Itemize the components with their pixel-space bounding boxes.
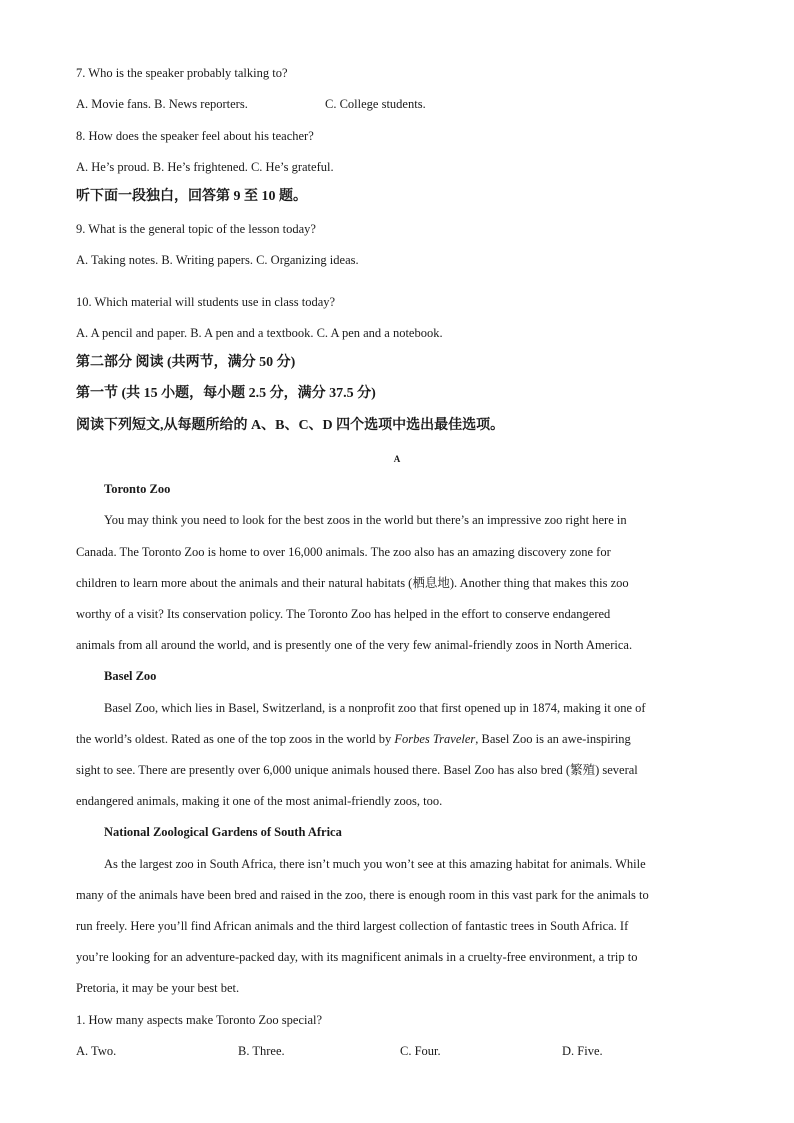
south-africa-line: As the largest zoo in South Africa, there isn’t much you won’t see at this amazing habitat for animals. While bbox=[104, 857, 646, 871]
toronto-line: children to learn more about the animals and their natural habitats (栖息地). Another thing that makes this zoo bbox=[76, 576, 629, 590]
basel-line: sight to see. There are presently over 6,000 unique animals housed there. Basel Zoo has also bred (繁殖) several bbox=[76, 763, 638, 777]
basel-line: Basel Zoo, which lies in Basel, Switzerland, is a nonprofit zoo that first opened up in 1874, making it one of bbox=[104, 701, 646, 715]
part-two-title: 第二部分 阅读 (共两节，满分 50 分) bbox=[76, 355, 296, 370]
basel-line: endangered animals, making it one of the most animal-friendly zoos, too. bbox=[76, 794, 443, 808]
toronto-line: worthy of a visit? Its conservation policy. The Toronto Zoo has helped in the effort to conserve endangered bbox=[76, 607, 611, 621]
basel-line bbox=[76, 731, 631, 747]
basel-line-text: the world’s oldest. Rated as one of the top zoos in the world by bbox=[76, 732, 395, 746]
toronto-line: animals from all around the world, and is presently one of the very few animal-friendly zoos in North America. bbox=[76, 638, 633, 652]
basel-line-text: , Basel Zoo is an awe-inspiring bbox=[475, 732, 631, 746]
toronto-line: Canada. The Toronto Zoo is home to over 16,000 animals. The zoo also has an amazing discovery zone for bbox=[76, 545, 611, 559]
section-one-title: 第一节 (共 15 小题，每小题 2.5 分，满分 37.5 分) bbox=[76, 386, 376, 401]
question-8: 8. How does the speaker feel about his teacher? bbox=[76, 129, 314, 143]
question-1-option-c: C. Four. bbox=[400, 1044, 441, 1058]
question-9-options: A. Taking notes. B. Writing papers. C. Organizing ideas. bbox=[76, 253, 359, 267]
question-7-option-c: C. College students. bbox=[325, 97, 426, 111]
question-7-options-ab: A. Movie fans. B. News reporters. bbox=[76, 97, 248, 111]
question-1-option-d: D. Five. bbox=[562, 1044, 603, 1058]
toronto-heading: Toronto Zoo bbox=[104, 482, 171, 496]
reading-instruction: 阅读下列短文,从每题所给的 A、B、C、D 四个选项中选出最佳选项。 bbox=[76, 418, 505, 433]
south-africa-line: run freely. Here you’ll find African animals and the third largest collection of fantastic trees in South Africa. If bbox=[76, 919, 629, 933]
question-9: 9. What is the general topic of the lesson today? bbox=[76, 222, 316, 236]
question-1-option-a: A. Two. bbox=[76, 1044, 117, 1058]
toronto-line: You may think you need to look for the best zoos in the world but there’s an impressive zoo right here in bbox=[104, 513, 627, 527]
south-africa-heading: National Zoological Gardens of South Africa bbox=[104, 825, 342, 839]
passage-label: A bbox=[393, 454, 401, 464]
question-10-options: A. A pencil and paper. B. A pen and a textbook. C. A pen and a notebook. bbox=[76, 326, 443, 340]
south-africa-line: Pretoria, it may be your best bet. bbox=[76, 981, 240, 995]
question-10: 10. Which material will students use in class today? bbox=[76, 295, 336, 309]
question-8-options: A. He’s proud. B. He’s frightened. C. He’s grateful. bbox=[76, 160, 334, 174]
south-africa-line: you’re looking for an adventure-packed day, with its magnificent animals in a cruelty-free environment, a trip to bbox=[76, 950, 638, 964]
question-1: 1. How many aspects make Toronto Zoo special? bbox=[76, 1013, 323, 1027]
question-1-option-b: B. Three. bbox=[238, 1044, 285, 1058]
forbes-traveler-title: Forbes Traveler bbox=[394, 732, 476, 746]
south-africa-line: many of the animals have been bred and raised in the zoo, there is enough room in this vast park for the animals to bbox=[76, 888, 649, 902]
question-7: 7. Who is the speaker probably talking to? bbox=[76, 66, 288, 80]
instruction-9-10: 听下面一段独白，回答第 9 至 10 题。 bbox=[76, 189, 307, 204]
basel-heading: Basel Zoo bbox=[104, 669, 157, 683]
